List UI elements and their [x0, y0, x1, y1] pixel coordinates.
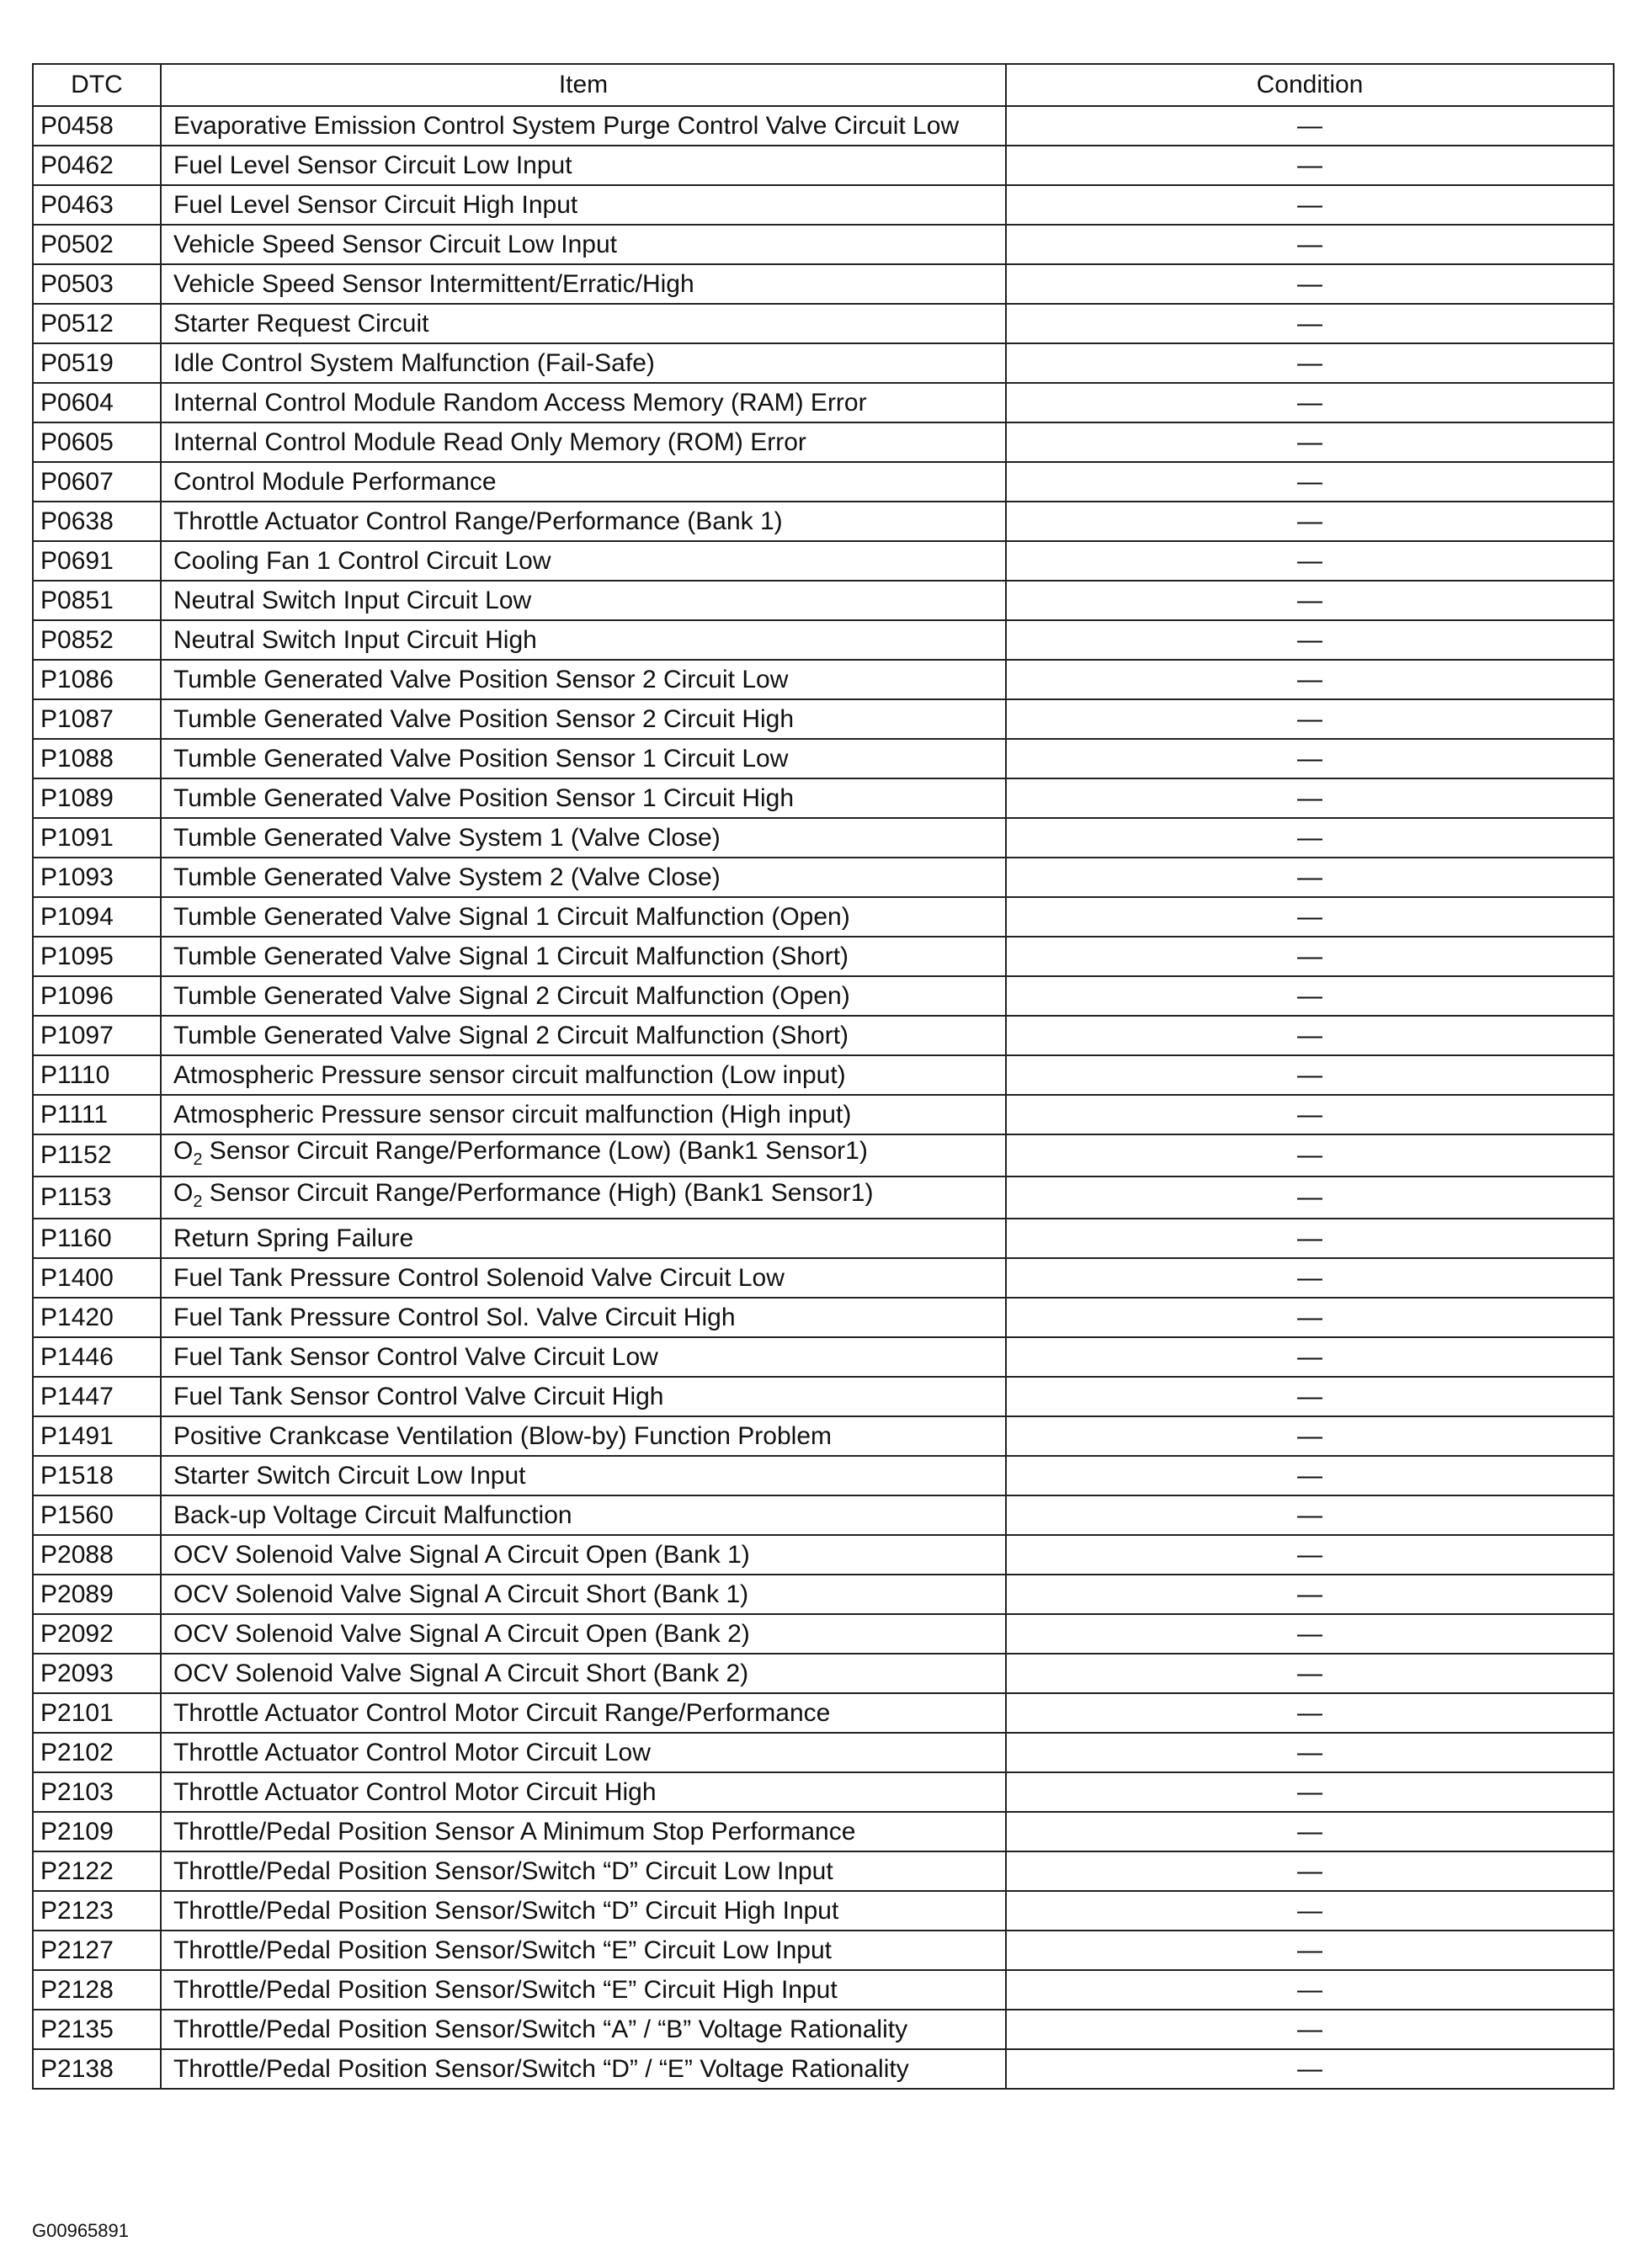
condition-value: —	[1297, 1619, 1322, 1648]
condition-value: —	[1297, 1382, 1322, 1410]
dtc-item: Throttle/Pedal Position Sensor A Minimum Stop Performance	[161, 1812, 1006, 1851]
dtc-condition	[1006, 1970, 1614, 2010]
dtc-item: Fuel Level Sensor Circuit Low Input	[161, 146, 1006, 185]
condition-value: —	[1297, 1500, 1322, 1529]
table-row	[33, 1851, 1614, 1891]
dtc-item: Throttle Actuator Control Motor Circuit Low	[161, 1733, 1006, 1772]
table-row	[33, 739, 1614, 778]
dtc-condition	[1006, 541, 1614, 581]
condition-value: —	[1297, 1183, 1322, 1211]
dtc-condition	[1006, 739, 1614, 778]
table-row	[33, 1812, 1614, 1851]
condition-value: —	[1297, 2015, 1322, 2043]
table-row	[33, 1416, 1614, 1456]
dtc-condition	[1006, 620, 1614, 660]
dtc-condition	[1006, 818, 1614, 858]
dtc-condition	[1006, 1298, 1614, 1337]
dtc-code: P0462	[33, 146, 161, 185]
condition-value: —	[1297, 586, 1322, 614]
dtc-item: Tumble Generated Valve Signal 1 Circuit Malfunction (Short)	[161, 937, 1006, 976]
table-row	[33, 304, 1614, 343]
condition-value: —	[1297, 1303, 1322, 1331]
condition-value: —	[1297, 230, 1322, 258]
table-row	[33, 818, 1614, 858]
table-row	[33, 264, 1614, 304]
dtc-code: P2128	[33, 1970, 161, 2010]
dtc-code: P2109	[33, 1812, 161, 1851]
dtc-item: Starter Request Circuit	[161, 304, 1006, 343]
item-text-subscript: 2	[193, 1150, 203, 1169]
condition-value: —	[1297, 428, 1322, 456]
dtc-code: P1153	[33, 1176, 161, 1219]
condition-value: —	[1297, 111, 1322, 140]
dtc-item: Return Spring Failure	[161, 1219, 1006, 1258]
dtc-condition	[1006, 937, 1614, 976]
condition-value: —	[1297, 902, 1322, 931]
dtc-code: P1491	[33, 1416, 161, 1456]
dtc-item: Vehicle Speed Sensor Intermittent/Erratic/High	[161, 264, 1006, 304]
dtc-item: Atmospheric Pressure sensor circuit malfunction (High input)	[161, 1095, 1006, 1134]
dtc-item: Throttle/Pedal Position Sensor/Switch “A” / “B” Voltage Rationality	[161, 2010, 1006, 2049]
table-row	[33, 1377, 1614, 1416]
condition-value: —	[1297, 1817, 1322, 1846]
table-row	[33, 937, 1614, 976]
condition-value: —	[1297, 1975, 1322, 2004]
dtc-condition	[1006, 1891, 1614, 1931]
dtc-item: Tumble Generated Valve Signal 2 Circuit Malfunction (Open)	[161, 976, 1006, 1016]
dtc-condition	[1006, 106, 1614, 146]
dtc-code: P0604	[33, 383, 161, 422]
dtc-item: Atmospheric Pressure sensor circuit malfunction (Low input)	[161, 1055, 1006, 1095]
item-text-suffix: Sensor Circuit Range/Performance (Low) (Bank1 Sensor1)	[202, 1137, 868, 1165]
dtc-condition	[1006, 502, 1614, 541]
dtc-condition	[1006, 1176, 1614, 1219]
condition-value: —	[1297, 1580, 1322, 1608]
table-row	[33, 185, 1614, 225]
table-row	[33, 502, 1614, 541]
condition-value: —	[1297, 467, 1322, 496]
table-row	[33, 1931, 1614, 1970]
table-row	[33, 1176, 1614, 1219]
table-row	[33, 1456, 1614, 1495]
dtc-code: P0605	[33, 422, 161, 462]
dtc-code: P1111	[33, 1095, 161, 1134]
dtc-code: P1420	[33, 1298, 161, 1337]
table-row	[33, 1219, 1614, 1258]
dtc-condition	[1006, 1055, 1614, 1095]
dtc-condition	[1006, 1851, 1614, 1891]
dtc-condition	[1006, 1733, 1614, 1772]
dtc-item	[161, 1134, 1006, 1176]
condition-value: —	[1297, 1141, 1322, 1169]
dtc-code: P2092	[33, 1614, 161, 1654]
dtc-code: P0503	[33, 264, 161, 304]
dtc-code: P2101	[33, 1693, 161, 1733]
dtc-item: Throttle Actuator Control Range/Performance (Bank 1)	[161, 502, 1006, 541]
dtc-item: Tumble Generated Valve Signal 1 Circuit Malfunction (Open)	[161, 897, 1006, 937]
condition-value: —	[1297, 1421, 1322, 1450]
condition-value: —	[1297, 546, 1322, 575]
table-row	[33, 897, 1614, 937]
condition-value: —	[1297, 1698, 1322, 1727]
condition-value: —	[1297, 1777, 1322, 1806]
dtc-code: P2138	[33, 2049, 161, 2089]
table-row	[33, 1337, 1614, 1377]
dtc-item: Fuel Tank Sensor Control Valve Circuit Low	[161, 1337, 1006, 1377]
condition-value: —	[1297, 1263, 1322, 1292]
dtc-code: P0519	[33, 343, 161, 383]
table-row	[33, 581, 1614, 620]
dtc-item: Cooling Fan 1 Control Circuit Low	[161, 541, 1006, 581]
table-row	[33, 1298, 1614, 1337]
dtc-condition	[1006, 185, 1614, 225]
dtc-condition	[1006, 778, 1614, 818]
dtc-code: P2103	[33, 1772, 161, 1812]
dtc-item: Internal Control Module Read Only Memory (ROM) Error	[161, 422, 1006, 462]
table-row	[33, 1575, 1614, 1614]
table-row	[33, 778, 1614, 818]
dtc-code: P1093	[33, 858, 161, 897]
condition-value: —	[1297, 190, 1322, 219]
dtc-item: Control Module Performance	[161, 462, 1006, 502]
dtc-condition	[1006, 1693, 1614, 1733]
table-row	[33, 541, 1614, 581]
dtc-item	[161, 1176, 1006, 1219]
condition-value: —	[1297, 1659, 1322, 1687]
item-text-subscript: 2	[193, 1192, 203, 1211]
table-row	[33, 1258, 1614, 1298]
dtc-item: Throttle/Pedal Position Sensor/Switch “D” / “E” Voltage Rationality	[161, 2049, 1006, 2089]
condition-value: —	[1297, 151, 1322, 179]
table-row	[33, 699, 1614, 739]
dtc-code: P1447	[33, 1377, 161, 1416]
dtc-code: P0851	[33, 581, 161, 620]
dtc-code: P0852	[33, 620, 161, 660]
dtc-code: P0691	[33, 541, 161, 581]
dtc-condition	[1006, 264, 1614, 304]
dtc-code: P1110	[33, 1055, 161, 1095]
dtc-item: Idle Control System Malfunction (Fail-Safe)	[161, 343, 1006, 383]
dtc-condition	[1006, 1575, 1614, 1614]
dtc-item: OCV Solenoid Valve Signal A Circuit Short (Bank 1)	[161, 1575, 1006, 1614]
table-header-row	[33, 64, 1614, 106]
dtc-code: P1518	[33, 1456, 161, 1495]
dtc-item: Internal Control Module Random Access Memory (RAM) Error	[161, 383, 1006, 422]
dtc-condition	[1006, 1219, 1614, 1258]
dtc-code: P1097	[33, 1016, 161, 1055]
dtc-code: P1091	[33, 818, 161, 858]
table-row	[33, 1693, 1614, 1733]
dtc-condition	[1006, 1931, 1614, 1970]
dtc-item: Tumble Generated Valve Position Sensor 2 Circuit Low	[161, 660, 1006, 699]
table-row	[33, 383, 1614, 422]
dtc-condition	[1006, 422, 1614, 462]
dtc-condition	[1006, 462, 1614, 502]
table-row	[33, 1495, 1614, 1535]
condition-value: —	[1297, 1060, 1322, 1089]
figure-id: G00965891	[32, 2220, 129, 2241]
condition-value: —	[1297, 942, 1322, 970]
table-row	[33, 1055, 1614, 1095]
condition-value: —	[1297, 1738, 1322, 1766]
dtc-item: Throttle Actuator Control Motor Circuit Range/Performance	[161, 1693, 1006, 1733]
dtc-code: P1400	[33, 1258, 161, 1298]
dtc-condition	[1006, 1095, 1614, 1134]
dtc-item: OCV Solenoid Valve Signal A Circuit Open (Bank 1)	[161, 1535, 1006, 1575]
dtc-condition	[1006, 1812, 1614, 1851]
condition-value: —	[1297, 1342, 1322, 1371]
dtc-code: P0502	[33, 225, 161, 264]
dtc-condition	[1006, 1614, 1614, 1654]
dtc-condition	[1006, 1495, 1614, 1535]
condition-value: —	[1297, 1856, 1322, 1885]
table-row	[33, 106, 1614, 146]
dtc-code: P1160	[33, 1219, 161, 1258]
table-row	[33, 1733, 1614, 1772]
dtc-item: Throttle Actuator Control Motor Circuit High	[161, 1772, 1006, 1812]
table-row	[33, 1654, 1614, 1693]
table-row	[33, 2010, 1614, 2049]
dtc-code: P2135	[33, 2010, 161, 2049]
dtc-code: P2102	[33, 1733, 161, 1772]
condition-value: —	[1297, 863, 1322, 891]
dtc-condition	[1006, 1456, 1614, 1495]
item-text-prefix: O	[173, 1137, 194, 1165]
item-text-prefix: O	[173, 1179, 194, 1207]
dtc-item: Throttle/Pedal Position Sensor/Switch “D” Circuit Low Input	[161, 1851, 1006, 1891]
table-row	[33, 2049, 1614, 2089]
dtc-item: Vehicle Speed Sensor Circuit Low Input	[161, 225, 1006, 264]
dtc-code: P2088	[33, 1535, 161, 1575]
header-condition: Condition	[1006, 64, 1614, 106]
dtc-condition	[1006, 897, 1614, 937]
header-dtc: DTC	[33, 64, 161, 106]
table-row	[33, 1970, 1614, 2010]
dtc-code: P0607	[33, 462, 161, 502]
dtc-item: Starter Switch Circuit Low Input	[161, 1456, 1006, 1495]
dtc-item: Neutral Switch Input Circuit High	[161, 620, 1006, 660]
condition-value: —	[1297, 823, 1322, 852]
dtc-condition	[1006, 343, 1614, 383]
table-row	[33, 1016, 1614, 1055]
dtc-condition	[1006, 699, 1614, 739]
dtc-item: Neutral Switch Input Circuit Low	[161, 581, 1006, 620]
dtc-item: Positive Crankcase Ventilation (Blow-by) Function Problem	[161, 1416, 1006, 1456]
table-row	[33, 1134, 1614, 1176]
dtc-code: P1094	[33, 897, 161, 937]
condition-value: —	[1297, 269, 1322, 298]
dtc-condition	[1006, 1016, 1614, 1055]
table-row	[33, 620, 1614, 660]
dtc-condition	[1006, 225, 1614, 264]
table-row	[33, 225, 1614, 264]
dtc-item: Throttle/Pedal Position Sensor/Switch “E” Circuit High Input	[161, 1970, 1006, 2010]
condition-value: —	[1297, 981, 1322, 1010]
table-row	[33, 1891, 1614, 1931]
condition-value: —	[1297, 783, 1322, 812]
condition-value: —	[1297, 1021, 1322, 1049]
dtc-condition	[1006, 383, 1614, 422]
dtc-condition	[1006, 146, 1614, 185]
dtc-code: P1095	[33, 937, 161, 976]
table-row	[33, 976, 1614, 1016]
dtc-condition	[1006, 581, 1614, 620]
table-row	[33, 660, 1614, 699]
dtc-item: Evaporative Emission Control System Purge Control Valve Circuit Low	[161, 106, 1006, 146]
dtc-item: Fuel Tank Sensor Control Valve Circuit High	[161, 1377, 1006, 1416]
dtc-code: P1446	[33, 1337, 161, 1377]
dtc-code: P0512	[33, 304, 161, 343]
dtc-condition	[1006, 858, 1614, 897]
condition-value: —	[1297, 309, 1322, 337]
dtc-code: P0638	[33, 502, 161, 541]
condition-value: —	[1297, 1540, 1322, 1569]
dtc-code: P2122	[33, 1851, 161, 1891]
table-row	[33, 1614, 1614, 1654]
condition-value: —	[1297, 1100, 1322, 1129]
table-row	[33, 1772, 1614, 1812]
dtc-code: P1089	[33, 778, 161, 818]
dtc-item: Tumble Generated Valve Position Sensor 1 Circuit Low	[161, 739, 1006, 778]
condition-value: —	[1297, 744, 1322, 773]
dtc-condition	[1006, 1416, 1614, 1456]
dtc-item: Back-up Voltage Circuit Malfunction	[161, 1495, 1006, 1535]
dtc-condition	[1006, 1258, 1614, 1298]
condition-value: —	[1297, 348, 1322, 377]
dtc-condition	[1006, 1772, 1614, 1812]
dtc-item: Fuel Tank Pressure Control Sol. Valve Circuit High	[161, 1298, 1006, 1337]
condition-value: —	[1297, 2054, 1322, 2083]
dtc-item: Fuel Level Sensor Circuit High Input	[161, 185, 1006, 225]
dtc-code: P2127	[33, 1931, 161, 1970]
condition-value: —	[1297, 1224, 1322, 1252]
condition-value: —	[1297, 665, 1322, 693]
table-row	[33, 1535, 1614, 1575]
dtc-item: Tumble Generated Valve Position Sensor 1 Circuit High	[161, 778, 1006, 818]
dtc-code: P1086	[33, 660, 161, 699]
table-body	[33, 106, 1614, 2089]
dtc-code: P1152	[33, 1134, 161, 1176]
dtc-item: Fuel Tank Pressure Control Solenoid Valve Circuit Low	[161, 1258, 1006, 1298]
dtc-code: P2089	[33, 1575, 161, 1614]
dtc-condition	[1006, 304, 1614, 343]
dtc-code: P1087	[33, 699, 161, 739]
dtc-code: P1088	[33, 739, 161, 778]
dtc-code: P1560	[33, 1495, 161, 1535]
header-item: Item	[161, 64, 1006, 106]
dtc-condition	[1006, 976, 1614, 1016]
dtc-table	[32, 63, 1615, 2090]
condition-value: —	[1297, 1896, 1322, 1925]
dtc-code: P0463	[33, 185, 161, 225]
dtc-condition	[1006, 1535, 1614, 1575]
condition-value: —	[1297, 1461, 1322, 1490]
dtc-code: P2123	[33, 1891, 161, 1931]
table-row	[33, 422, 1614, 462]
dtc-code: P2093	[33, 1654, 161, 1693]
dtc-condition	[1006, 1134, 1614, 1176]
dtc-item: Throttle/Pedal Position Sensor/Switch “D” Circuit High Input	[161, 1891, 1006, 1931]
table-row	[33, 1095, 1614, 1134]
dtc-item: Tumble Generated Valve Position Sensor 2 Circuit High	[161, 699, 1006, 739]
condition-value: —	[1297, 388, 1322, 417]
table-row	[33, 146, 1614, 185]
dtc-item: Tumble Generated Valve System 1 (Valve Close)	[161, 818, 1006, 858]
dtc-condition	[1006, 2010, 1614, 2049]
condition-value: —	[1297, 1936, 1322, 1964]
dtc-item: Throttle/Pedal Position Sensor/Switch “E” Circuit Low Input	[161, 1931, 1006, 1970]
dtc-code: P1096	[33, 976, 161, 1016]
dtc-condition	[1006, 1377, 1614, 1416]
dtc-item: Tumble Generated Valve System 2 (Valve Close)	[161, 858, 1006, 897]
condition-value: —	[1297, 625, 1322, 654]
dtc-condition	[1006, 2049, 1614, 2089]
dtc-condition	[1006, 1654, 1614, 1693]
dtc-condition	[1006, 1337, 1614, 1377]
dtc-code: P0458	[33, 106, 161, 146]
item-text-suffix: Sensor Circuit Range/Performance (High) (Bank1 Sensor1)	[202, 1179, 874, 1207]
table-row	[33, 462, 1614, 502]
condition-value: —	[1297, 507, 1322, 535]
condition-value: —	[1297, 704, 1322, 733]
dtc-condition	[1006, 660, 1614, 699]
table-row	[33, 343, 1614, 383]
table-row	[33, 858, 1614, 897]
dtc-item: Tumble Generated Valve Signal 2 Circuit Malfunction (Short)	[161, 1016, 1006, 1055]
dtc-item: OCV Solenoid Valve Signal A Circuit Short (Bank 2)	[161, 1654, 1006, 1693]
dtc-item: OCV Solenoid Valve Signal A Circuit Open (Bank 2)	[161, 1614, 1006, 1654]
